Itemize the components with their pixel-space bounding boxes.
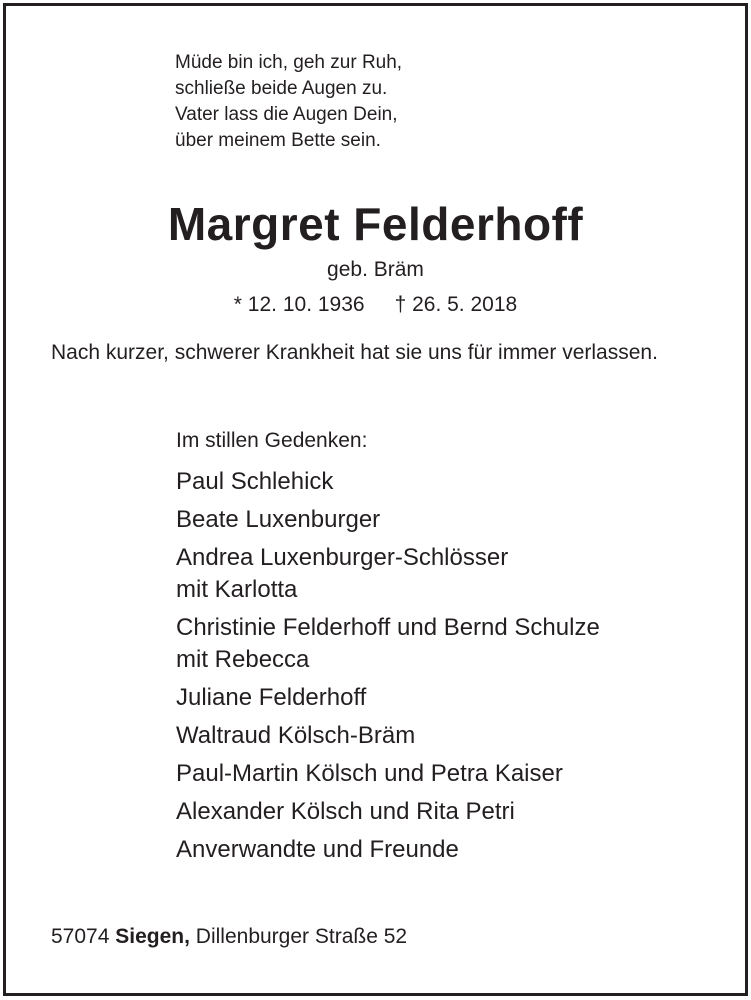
postal-code: 57074 [51, 925, 110, 948]
mourner-name: Christinie Felderhoff und Bernd Schulze [176, 614, 600, 641]
death-date: † 26. 5. 2018 [394, 293, 518, 316]
poem-line: Vater lass die Augen Dein, [175, 104, 398, 125]
mourner-name: Juliane Felderhoff [176, 684, 367, 711]
mourner-name: Andrea Luxenburger-Schlösser [176, 544, 509, 571]
poem-line: Müde bin ich, geh zur Ruh, [175, 52, 403, 73]
message-text: Nach kurzer, schwerer Krankheit hat sie uns für immer verlassen. [51, 341, 658, 364]
maiden-name: geb. Bräm [327, 258, 424, 281]
mourners-list [176, 466, 600, 872]
address [51, 922, 407, 952]
birth-date: * 12. 10. 1936 [233, 293, 365, 316]
mourner-name: Anverwandte und Freunde [176, 836, 459, 863]
poem-line: über meinem Bette sein. [175, 130, 381, 151]
mourner-entry [176, 720, 600, 752]
mourner-name: Waltraud Kölsch-Bräm [176, 722, 416, 749]
mourner-name: Alexander Kölsch und Rita Petri [176, 798, 515, 825]
mourner-subline: mit Karlotta [176, 576, 298, 603]
poem-line: schließe beide Augen zu. [175, 78, 388, 99]
mourner-subline: mit Rebecca [176, 646, 310, 673]
deceased-name: Margret Felderhoff [167, 198, 584, 250]
mourner-entry [176, 796, 600, 828]
mourner-name: Beate Luxenburger [176, 506, 381, 533]
street: Dillenburger Straße 52 [195, 925, 408, 948]
mourner-entry [176, 758, 600, 790]
mourner-entry [176, 542, 600, 606]
mourner-entry [176, 504, 600, 536]
city: Siegen, [115, 925, 190, 948]
mourner-entry [176, 834, 600, 866]
mourner-entry [176, 612, 600, 676]
mourner-name: Paul-Martin Kölsch und Petra Kaiser [176, 760, 563, 787]
memorial-intro: Im stillen Gedenken: [176, 429, 368, 452]
life-dates [0, 290, 751, 320]
mourner-entry [176, 466, 600, 498]
mourner-entry [176, 682, 600, 714]
mourner-name: Paul Schlehick [176, 468, 334, 495]
poem [175, 50, 402, 154]
